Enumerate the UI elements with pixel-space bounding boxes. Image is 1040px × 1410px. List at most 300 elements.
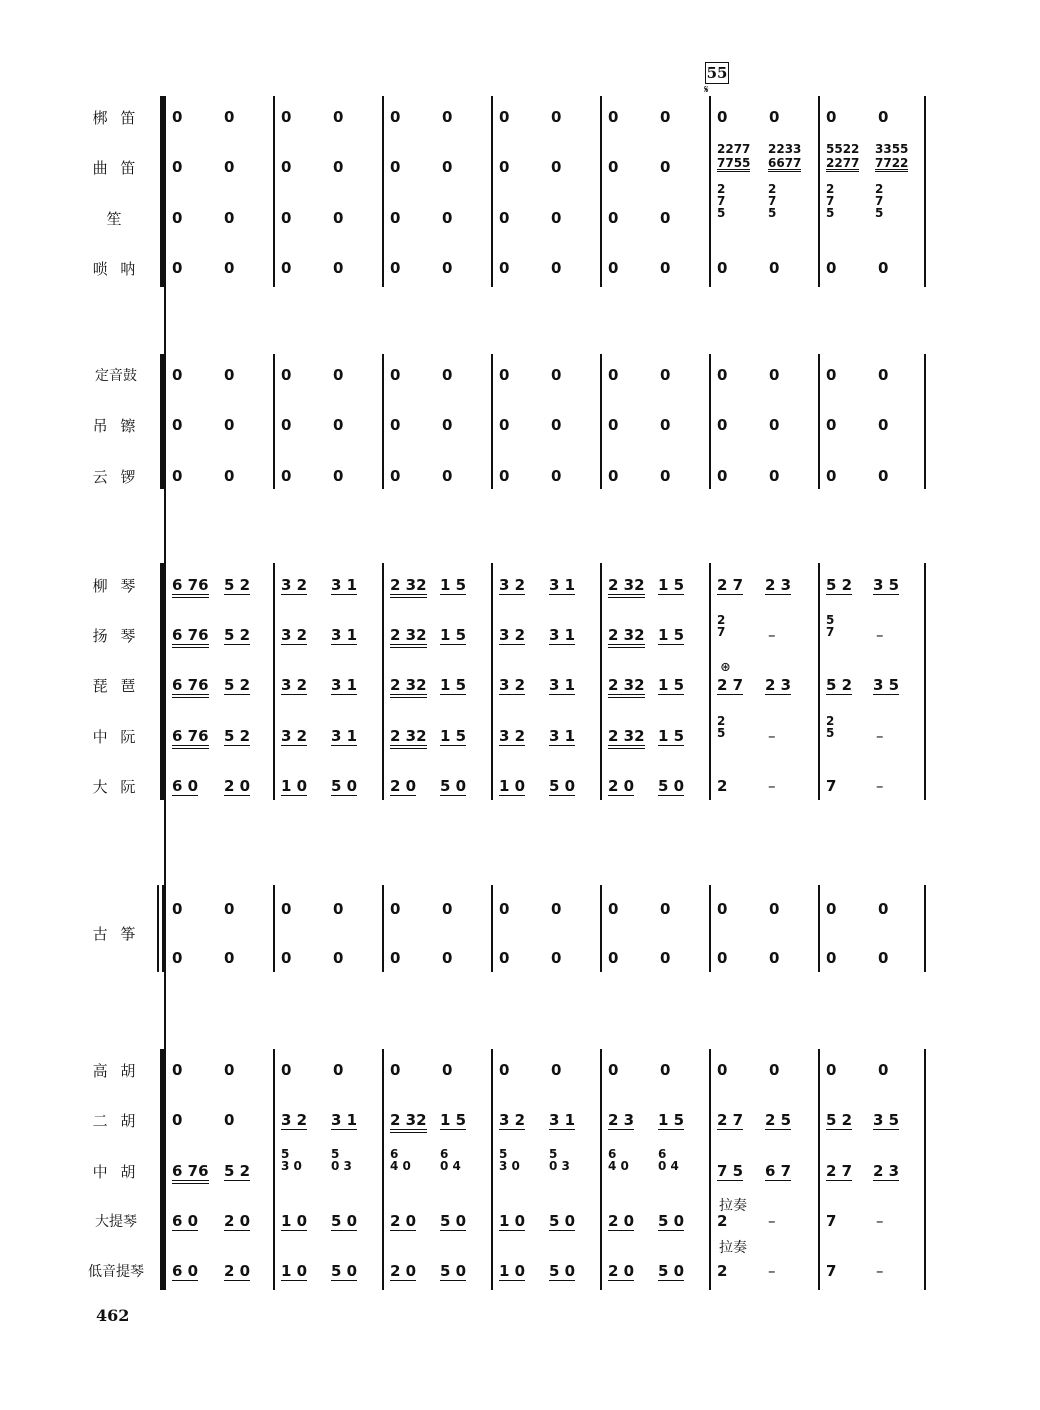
qudi-figure: 5522 [826,142,860,156]
rest-note: 0 [769,416,780,434]
liuqin-note: 2 32 [390,576,427,598]
rest-note: 0 [608,416,619,434]
rest-note: 0 [499,416,510,434]
diyintiqin-note: 1 0 [281,1262,308,1280]
rest-note: 0 [769,259,780,277]
diyintiqin-note: 5 0 [658,1262,685,1280]
liuqin-note: 2 32 [608,576,645,598]
hold-dash: – [768,1212,776,1230]
page-number: 462 [96,1306,130,1325]
barline [382,885,384,972]
rest-note: 0 [333,366,344,384]
rest-note: 0 [769,1061,780,1079]
erhu-note: 2 3 [608,1111,635,1129]
zhongruan-note: 1 5 [658,727,685,745]
rest-note: 0 [826,900,837,918]
daruan-note: 2 0 [390,777,417,795]
sheng-chord: 2 7 5 [875,182,884,220]
rest-note: 0 [281,949,292,967]
yangqin-note: 2 32 [608,626,645,648]
yangqin-chord: 2 7 [717,613,726,639]
diyintiqin-note: 1 0 [499,1262,526,1280]
barline [600,563,602,800]
liuqin-note: 3 1 [331,576,358,594]
datiqin-note: 7 [826,1212,837,1230]
zhongruan-note: 2 32 [390,727,427,749]
pipa-note: 2 32 [390,676,427,698]
daruan-note: 5 0 [440,777,467,795]
yangqin-note: 3 2 [281,626,308,644]
rest-note: 0 [172,108,183,126]
yangqin-chord: 5 7 [826,613,835,639]
note-group: 6 0 [172,1262,199,1280]
rest-note: 0 [878,467,889,485]
erhu-note: 1 5 [440,1111,467,1129]
erhu-note: 3 5 [873,1111,900,1129]
qudi-figure: 2277 [826,156,860,170]
hold-dash: – [768,626,776,644]
daruan-note: 7 [826,777,837,795]
barline [600,354,602,489]
pipa-note: 3 2 [499,676,526,694]
zhonghu-note: 2 7 [826,1162,853,1180]
rest-note: 0 [390,209,401,227]
zhongruan-chord: 2 5 [826,714,835,740]
sheng-chord: 2 7 5 [826,182,835,220]
note-group: 5 2 [224,727,251,745]
rest-note: 0 [224,209,235,227]
qudi-figure: 6677 [768,156,802,170]
rest-note: 0 [717,366,728,384]
rest-note: 0 [390,900,401,918]
zhonghu-chord: 6 0 4 [658,1147,679,1173]
rest-note: 0 [608,366,619,384]
note-group: 5 2 [224,676,251,694]
instrument-label-erhu: 二 胡 [92,1112,140,1130]
rest-note: 0 [826,416,837,434]
rest-note: 0 [333,108,344,126]
rest-note: 0 [551,949,562,967]
rest-note: 0 [551,1061,562,1079]
rest-note: 0 [281,416,292,434]
instrument-label-suona: 唢 呐 [92,260,140,278]
rest-note: 0 [224,900,235,918]
erhu-note: 3 2 [281,1111,308,1129]
rest-note: 0 [333,158,344,176]
erhu-note: 2 7 [717,1111,744,1129]
rest-note: 0 [878,949,889,967]
barline [273,354,275,489]
barline [924,563,926,800]
rest-note: 0 [499,209,510,227]
rest-note: 0 [281,108,292,126]
sheng-chord: 2 7 5 [717,182,726,220]
rest-note: 0 [281,158,292,176]
rest-note: 0 [826,949,837,967]
rest-note: 0 [172,366,183,384]
zhongruan-chord: 2 5 [717,714,726,740]
rest-note: 0 [281,259,292,277]
barline [924,354,926,489]
pipa-note: 2 32 [608,676,645,698]
liuqin-note: 2 3 [765,576,792,594]
rest-note: 0 [390,467,401,485]
daruan-note: 2 [717,777,728,795]
rest-note: 0 [172,949,183,967]
rest-note: 0 [878,366,889,384]
rest-note: 0 [224,158,235,176]
liuqin-note: 3 2 [281,576,308,594]
liuqin-note: 1 5 [658,576,685,594]
instrument-label-yunluo: 云 锣 [92,468,140,486]
rest-note: 0 [878,900,889,918]
pipa-note: 3 1 [331,676,358,694]
hold-dash: – [876,1262,884,1280]
rest-note: 0 [390,158,401,176]
barline [382,354,384,489]
pipa-note: 5 2 [826,676,853,694]
rest-note: 0 [660,1061,671,1079]
pipa-note: 1 5 [658,676,685,694]
zhonghu-chord: 6 4 0 [390,1147,411,1173]
pipa-note: 3 2 [281,676,308,694]
liuqin-note: 2 7 [717,576,744,594]
datiqin-note: 1 0 [281,1212,308,1230]
rest-note: 0 [442,1061,453,1079]
zhonghu-chord: 6 0 4 [440,1147,461,1173]
rest-note: 0 [442,416,453,434]
rest-note: 0 [660,158,671,176]
liuqin-note: 3 2 [499,576,526,594]
rest-note: 0 [499,949,510,967]
pipa-note: 1 5 [440,676,467,694]
rest-note: 0 [390,949,401,967]
rest-note: 0 [660,108,671,126]
rest-note: 0 [660,949,671,967]
barline [818,1049,820,1290]
yangqin-note: 2 32 [390,626,427,648]
note-group: 2 0 [224,1262,251,1280]
hold-dash: – [876,1212,884,1230]
zhongruan-note: 3 2 [281,727,308,745]
pipa-note: 2 3 [765,676,792,694]
yangqin-note: 1 5 [658,626,685,644]
datiqin-note: 5 0 [658,1212,685,1230]
note-group: 6 76 [172,1162,209,1184]
instrument-label-datiqin: 大提琴 [95,1214,137,1230]
erhu-note: 3 1 [331,1111,358,1129]
barline [491,563,493,800]
rest-note: 0 [660,209,671,227]
hold-dash: – [876,777,884,795]
rest-note: 0 [608,949,619,967]
instrument-label-zhonghu: 中 胡 [92,1163,140,1181]
rest-note: 0 [826,366,837,384]
diyintiqin-note: 2 [717,1262,728,1280]
datiqin-note: 2 [717,1212,728,1230]
barline [709,96,711,287]
barline [382,96,384,287]
yangqin-note: 3 1 [549,626,576,644]
rest-note: 0 [878,416,889,434]
hold-dash: – [876,626,884,644]
rest-note: 0 [608,467,619,485]
rest-note: 0 [172,467,183,485]
barline [491,96,493,287]
note-group: 2 0 [224,1212,251,1230]
rest-note: 0 [717,259,728,277]
zhongruan-note: 3 1 [549,727,576,745]
liuqin-note: 3 1 [549,576,576,594]
erhu-note: 3 2 [499,1111,526,1129]
rest-note: 0 [826,259,837,277]
instrument-label-gaohu: 高 胡 [92,1062,140,1080]
rest-note: 0 [499,259,510,277]
rest-note: 0 [442,900,453,918]
datiqin-note: 2 0 [390,1212,417,1230]
qudi-figure: 3355 [875,142,909,156]
rest-note: 0 [878,259,889,277]
rest-note: 0 [551,900,562,918]
rest-note: 0 [172,1061,183,1079]
zhongruan-note: 2 32 [608,727,645,749]
rehearsal-mark: 55 [706,64,728,82]
rest-note: 0 [172,259,183,277]
barline [924,1049,926,1290]
zhonghu-chord: 5 0 3 [549,1147,570,1173]
note-group: 6 76 [172,676,209,698]
rest-note: 0 [551,158,562,176]
rest-note: 0 [224,108,235,126]
liuqin-note: 1 5 [440,576,467,594]
barline [709,1049,711,1290]
rest-note: 0 [551,209,562,227]
rest-note: 0 [333,467,344,485]
hold-dash: – [768,727,776,745]
daruan-note: 5 0 [549,777,576,795]
hold-dash: – [768,777,776,795]
rest-note: 0 [333,259,344,277]
sheng-chord: 2 7 5 [768,182,777,220]
rest-note: 0 [390,366,401,384]
rest-note: 0 [878,108,889,126]
datiqin-note: 5 0 [440,1212,467,1230]
rest-note: 0 [281,209,292,227]
rest-note: 0 [660,467,671,485]
note-group: 6 0 [172,777,199,795]
rest-note: 0 [608,1061,619,1079]
rest-note: 0 [769,366,780,384]
erhu-note: 1 5 [658,1111,685,1129]
rest-note: 0 [717,949,728,967]
rest-note: 0 [608,209,619,227]
rest-note: 0 [499,108,510,126]
rest-note: 0 [333,1061,344,1079]
rest-note: 0 [333,209,344,227]
note-group: 5 2 [224,626,251,644]
zhonghu-chord: 5 3 0 [499,1147,520,1173]
note-group: 6 0 [172,1212,199,1230]
rest-note: 0 [499,900,510,918]
barline [709,885,711,972]
rest-note: 0 [224,1111,235,1129]
rest-note: 0 [390,416,401,434]
note-group: 5 2 [224,576,251,594]
qudi-figure: 7755 [717,156,751,170]
rest-note: 0 [224,949,235,967]
barline [924,885,926,972]
rest-note: 0 [442,366,453,384]
diyintiqin-note: 5 0 [331,1262,358,1280]
rest-note: 0 [172,1111,183,1129]
zhongruan-note: 1 5 [440,727,467,745]
zhonghu-note: 6 7 [765,1162,792,1180]
zhonghu-chord: 6 4 0 [608,1147,629,1173]
rest-note: 0 [224,366,235,384]
zhonghu-chord: 5 3 0 [281,1147,302,1173]
staff-bracket [152,885,159,972]
rest-note: 0 [608,259,619,277]
barline [382,1049,384,1290]
rest-note: 0 [442,108,453,126]
datiqin-note: 1 0 [499,1212,526,1230]
note-group: 6 76 [172,727,209,749]
rest-note: 0 [826,467,837,485]
rest-note: 0 [551,416,562,434]
barline [709,354,711,489]
rest-note: 0 [769,900,780,918]
rest-note: 0 [499,158,510,176]
barline [491,1049,493,1290]
rest-note: 0 [660,900,671,918]
liuqin-note: 5 2 [826,576,853,594]
rest-note: 0 [660,366,671,384]
instrument-label-dingyingu: 定音鼓 [95,368,137,384]
technique-lazou: 拉奏 [719,1240,747,1256]
liuqin-note: 3 5 [873,576,900,594]
note-group: 6 76 [172,626,209,648]
rest-note: 0 [390,1061,401,1079]
rest-note: 0 [551,366,562,384]
rest-note: 0 [333,416,344,434]
note-group: 2 0 [224,777,251,795]
instrument-label-liuqin: 柳 琴 [92,577,140,595]
rest-note: 0 [442,467,453,485]
pipa-note: 3 1 [549,676,576,694]
rest-note: 0 [717,900,728,918]
qudi-figure: 2233 [768,142,802,156]
rest-note: 0 [717,1061,728,1079]
daruan-note: 5 0 [331,777,358,795]
barline [273,1049,275,1290]
rest-note: 0 [717,416,728,434]
instrument-label-yangqin: 扬 琴 [92,627,140,645]
rest-note: 0 [224,259,235,277]
rest-note: 0 [608,108,619,126]
zhongruan-note: 3 1 [331,727,358,745]
datiqin-note: 5 0 [331,1212,358,1230]
barline [600,1049,602,1290]
rest-note: 0 [717,467,728,485]
daruan-note: 2 0 [608,777,635,795]
datiqin-note: 5 0 [549,1212,576,1230]
rest-note: 0 [878,1061,889,1079]
rest-note: 0 [499,467,510,485]
rest-note: 0 [717,108,728,126]
datiqin-note: 2 0 [608,1212,635,1230]
note-group: 5 2 [224,1162,251,1180]
rest-note: 0 [281,900,292,918]
barline [924,96,926,287]
rest-note: 0 [499,1061,510,1079]
yangqin-note: 1 5 [440,626,467,644]
erhu-note: 5 2 [826,1111,853,1129]
yangqin-note: 3 1 [331,626,358,644]
barline [600,96,602,287]
rest-note: 0 [281,366,292,384]
barline [273,563,275,800]
rest-note: 0 [769,949,780,967]
segno-sign: 𝄋 [704,83,709,96]
instrument-label-daruan: 大 阮 [92,778,140,796]
rest-note: 0 [333,900,344,918]
diyintiqin-note: 5 0 [440,1262,467,1280]
daruan-note: 1 0 [281,777,308,795]
instrument-label-guzheng: 古 筝 [92,925,140,943]
technique-lazou: 拉奏 [719,1198,747,1214]
diyintiqin-note: 7 [826,1262,837,1280]
barline [491,885,493,972]
barline [382,563,384,800]
rest-note: 0 [499,366,510,384]
rest-note: 0 [551,108,562,126]
rest-note: 0 [390,259,401,277]
rest-note: 0 [172,416,183,434]
rest-note: 0 [172,209,183,227]
qudi-figure: 7722 [875,156,909,170]
diyintiqin-note: 2 0 [608,1262,635,1280]
note-group: 6 76 [172,576,209,598]
rest-note: 0 [172,900,183,918]
instrument-label-sheng: 笙 [106,210,126,228]
zhonghu-chord: 5 0 3 [331,1147,352,1173]
rest-note: 0 [281,1061,292,1079]
instrument-label-bangdi: 梆 笛 [92,109,140,127]
diyintiqin-note: 5 0 [549,1262,576,1280]
zhonghu-note: 2 3 [873,1162,900,1180]
erhu-note: 3 1 [549,1111,576,1129]
hold-dash: – [768,1262,776,1280]
rest-note: 0 [281,467,292,485]
barline [491,354,493,489]
barline [273,96,275,287]
barline [273,885,275,972]
instrument-label-zhongruan: 中 阮 [92,728,140,746]
barline [818,885,820,972]
rest-note: 0 [333,949,344,967]
diyintiqin-note: 2 0 [390,1262,417,1280]
rest-note: 0 [660,416,671,434]
barline [709,563,711,800]
instrument-label-pipa: 琵 琶 [92,677,140,695]
system-line [164,96,166,1290]
rest-note: 0 [172,158,183,176]
yangqin-note: 3 2 [499,626,526,644]
instrument-label-qudi: 曲 笛 [92,159,140,177]
pipa-marker-icon: ⊛ [720,660,731,675]
daruan-note: 1 0 [499,777,526,795]
rest-note: 0 [826,108,837,126]
